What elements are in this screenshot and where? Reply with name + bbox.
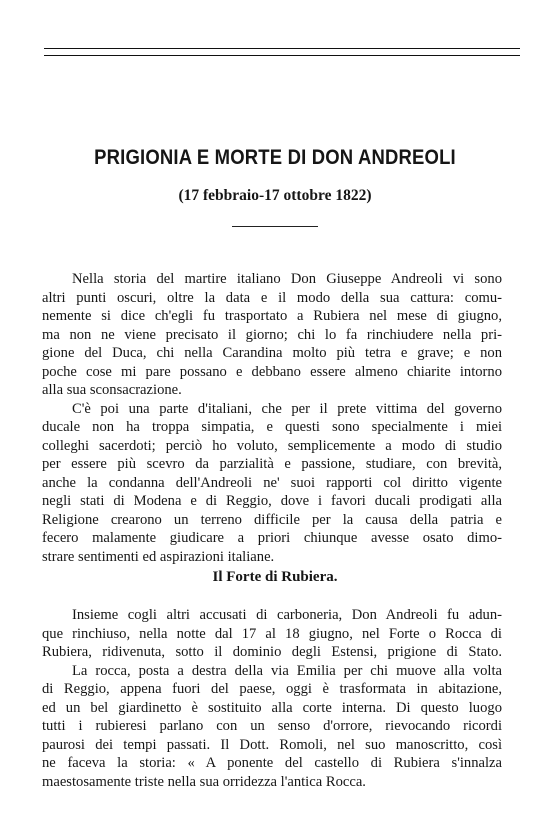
section-line: ed un bel giardinetto è sostituito alla corte interna. Di questo luogo (42, 700, 502, 716)
section-line: tutti i rubieresi parlano con un senso d'orrore, rievocando ricordi (42, 718, 502, 734)
body-line: altri punti oscuri, oltre la data e il modo della sua cattura: comu- (42, 290, 502, 306)
body-line: strare sentimenti ed aspirazioni italiane. (42, 549, 275, 565)
body-line: Religione crearono un terreno difficile per la causa della patria e (42, 512, 502, 528)
section-heading: Il Forte di Rubiera. (212, 569, 338, 585)
section-line: ne faceva la storia: « A ponente del castello di Rubiera s'innalza (42, 755, 502, 771)
body-line: ma non ne viene precisato il giorno; chi lo fa rinchiudere nella pri- (42, 327, 502, 343)
section-line: La rocca, posta a destra della via Emilia per chi muove alla volta (72, 663, 502, 679)
body-line: colleghi sacerdoti; perciò ho voluto, semplicemente a modo di studio (42, 438, 502, 454)
chapter-subtitle: (17 febbraio-17 ottobre 1822) (178, 187, 372, 204)
body-line: nemente si dice ch'egli fu trasportato a Rubiera nel mese di giugno, (42, 308, 502, 324)
body-line: poche cose mi pare possano e debbano essere almeno chiarite intorno (42, 364, 502, 380)
body-line: gione del Duca, chi nella Carandina molto più tetra e grave; e non (42, 345, 502, 361)
title-divider (232, 226, 318, 227)
body-line: alla sua sconsacrazione. (42, 382, 182, 398)
section-line: Insieme cogli altri accusati di carboneria, Don Andreoli fu adun- (72, 607, 502, 623)
section-line: di Reggio, appena fuori del paese, oggi è trasformata in abitazione, (42, 681, 502, 697)
section-line: Rubiera, ridivenuta, sotto il dominio degli Estensi, prigione di Stato. (42, 644, 502, 660)
body-line: anche la condanna dell'Andreoli ne' suoi rapporti col diritto vigente (42, 475, 502, 491)
section-line: maestosamente triste nella sua orridezza l'antica Rocca. (42, 774, 366, 790)
top-rule (44, 48, 520, 49)
body-line: Nella storia del martire italiano Don Giuseppe Andreoli vi sono (72, 271, 502, 287)
section-line: que rinchiuso, nella notte dal 17 al 18 giugno, nel Forte o Rocca di (42, 626, 502, 642)
body-line: negli stati di Modena e di Reggio, dove i favori ducali prodigati alla (42, 493, 502, 509)
section-line: paurosi dei tempi passati. Il Dott. Romoli, nel suo manoscritto, così (42, 737, 502, 753)
body-line: per essere più scevro da parzialità e passione, studiare, con brevità, (42, 456, 502, 472)
body-line: ducale non ha troppa simpatia, e questi sono specialmente i miei (42, 419, 502, 435)
chapter-title: PRIGIONIA E MORTE DI DON ANDREOLI (94, 146, 456, 169)
body-line: C'è poi una parte d'italiani, che per il prete vittima del governo (72, 401, 502, 417)
body-line: fecero malamente giudicare a priori chiunque avesse osato dimo- (42, 530, 502, 546)
top-rule-thin (44, 55, 520, 56)
